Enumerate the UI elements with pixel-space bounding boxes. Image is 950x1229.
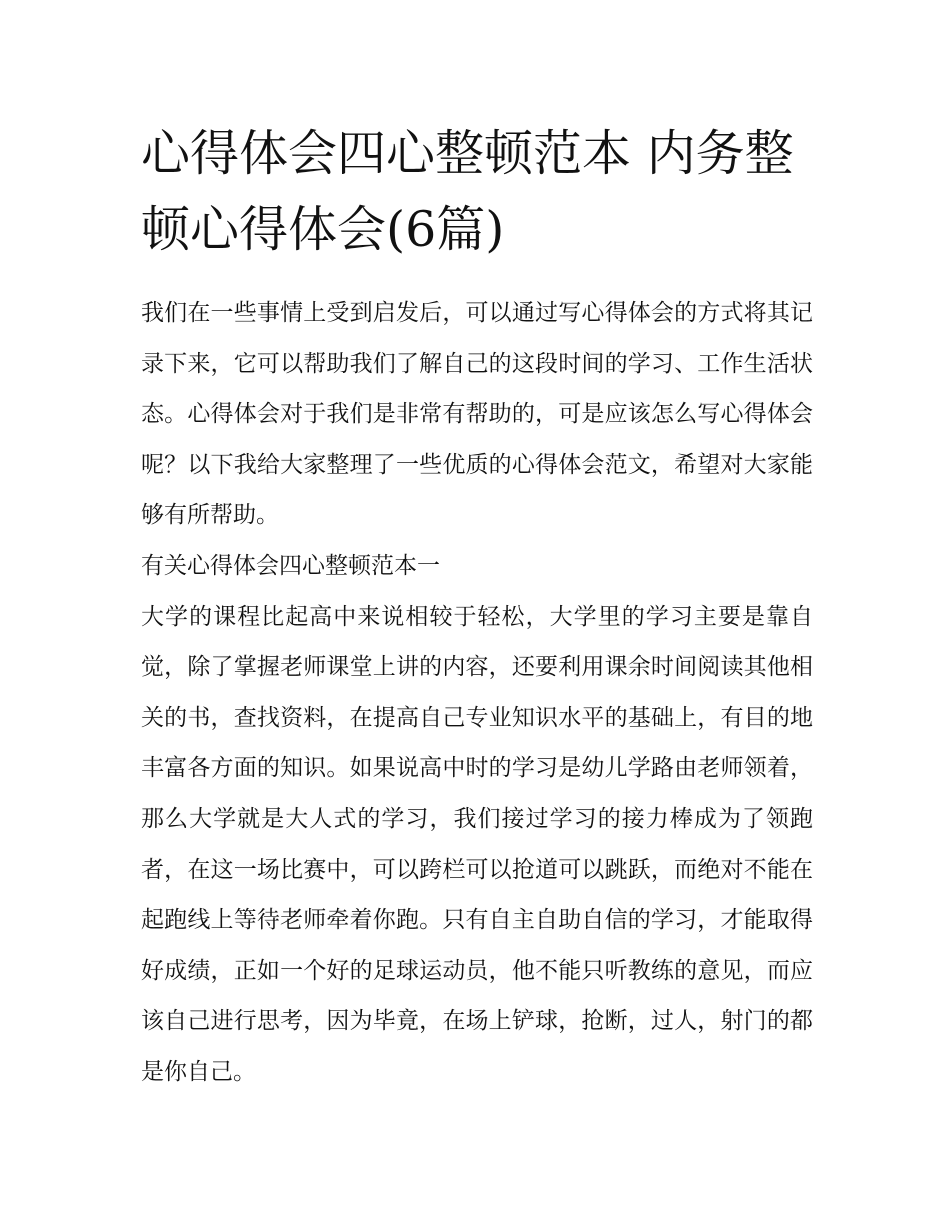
document-title: 心得体会四心整顿范本 内务整顿心得体会(6篇): [141, 125, 794, 258]
document-content: [141, 116, 813, 1098]
section-body-paragraph: 大学的课程比起高中来说相较于轻松，大学里的学习主要是靠自觉，除了掌握老师课堂上讲的内容，还要利用课余时间阅读其他相关的书，查找资料，在提高自己专业知识水平的基础上，有目的地丰富各方面的知识。如果说高中时的学习是幼儿学路由老师领着，那么大学就是大人式的学习，我们接过学习的接力棒成为了领跑者，在这一场比赛中，可以跨栏可以抢道可以跳跃，而绝对不能在起跑线上等待老师牵着你跑。只有自主自助自信的学习，才能取得好成绩，正如一个好的足球运动员，他不能只听教练的意见，而应该自己进行思考，因为毕竟，在场上铲球，抢断，过人，射门的都是你自己。: [141, 603, 813, 1085]
section-heading: 有关心得体会四心整顿范本一: [141, 552, 440, 579]
intro-paragraph: 我们在一些事情上受到启发后，可以通过写心得体会的方式将其记录下来，它可以帮助我们了解自己的这段时间的学习、工作生活状态。心得体会对于我们是非常有帮助的，可是应该怎么写心得体会呢？以下我给大家整理了一些优质的心得体会范文，希望对大家能够有所帮助。: [141, 300, 813, 529]
